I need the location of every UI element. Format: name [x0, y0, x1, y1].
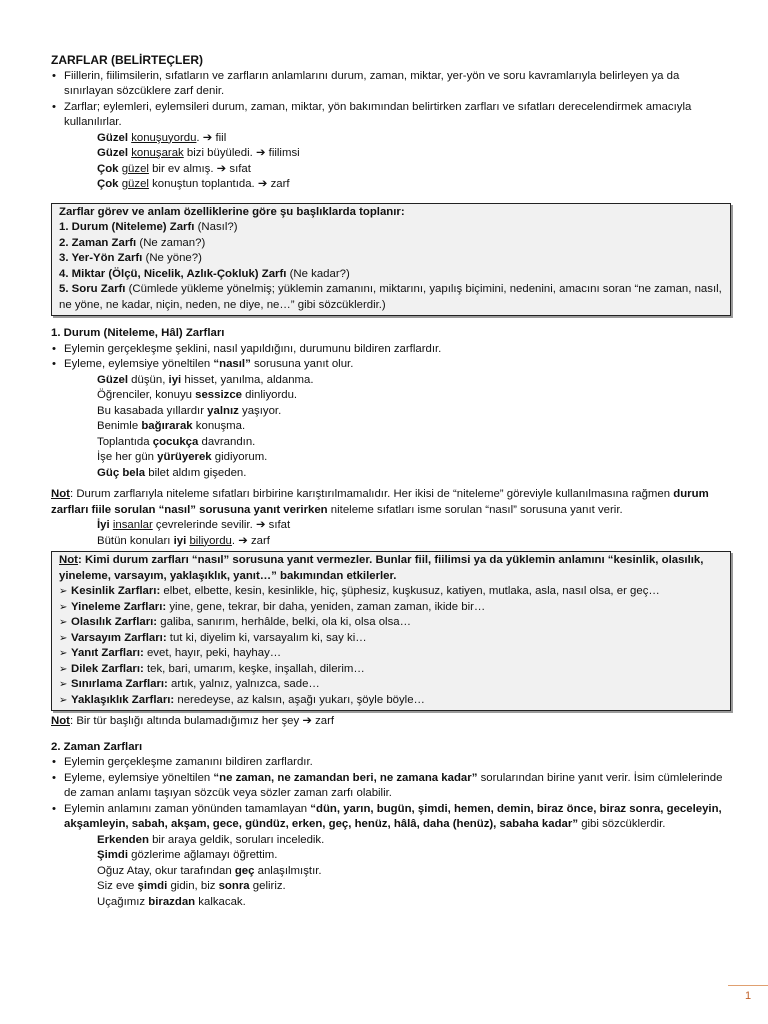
section-heading: 1. Durum (Niteleme, Hâl) Zarfları: [51, 327, 225, 339]
arrow-right-icon: ➔: [255, 147, 266, 159]
box-item: ➢ Olasılık Zarfları: galiba, sanırım, herhâlde, belki, ola ki, olsa olsa…: [59, 615, 723, 631]
section-bullet: • Eylemin gerçekleşme şeklini, nasıl yapıldığını, durumunu bildiren zarflardır.: [51, 342, 731, 358]
classification-box: [51, 203, 731, 317]
example-line: Uçağımız birazdan kalkacak.: [97, 895, 246, 908]
intro-bullet-1: • Fiillerin, fiilimsilerin, sıfatların ve zarfların anlamlarını durum, zaman, miktar, yer-yön ve soru kavramlarıyla belirleyen ya da sınırlayan sözcüklere zarf denir.: [51, 69, 731, 100]
adverb-types-box: [51, 551, 731, 711]
intro-bullet-2: • Zarflar; eylemleri, eylemsileri durum, zaman, miktar, yön bakımından belirtirken zarfları ve sıfatları derecelendirmek amacıyla kullanılırlar.: [51, 100, 731, 131]
example-line: Benimle bağırarak konuşma.: [97, 420, 246, 432]
box-item: ➢ Dilek Zarfları: tek, bari, umarım, keşke, inşallah, dilerim…: [59, 662, 723, 678]
box-item: ➢ Sınırlama Zarfları: artık, yalnız, yalnızca, sade…: [59, 677, 723, 693]
box-item: 5. Soru Zarfı (Cümlede yükleme yönelmiş; yüklemin zamanını, miktarını, yapılış biçimini, nedenini, amacını soran “ne zaman, nasıl, ne yöne, ne kadar, niçin, neden, ne diye, ne…” gibi sözcüklerdir.): [59, 283, 722, 311]
box-item: ➢ Yineleme Zarfları: yine, gene, tekrar, bir daha, yeniden, zaman zaman, ikide bir…: [59, 600, 723, 616]
page-number: 1: [745, 990, 752, 1002]
box-heading: Zarflar görev ve anlam özelliklerine göre şu başlıklarda toplanır:: [59, 205, 405, 218]
example-line: Öğrenciler, konuyu sessizce dinliyordu.: [97, 389, 298, 401]
note-paragraph: Not: Durum zarflarıyla niteleme sıfatları birbirine karıştırılmamalıdır. Her ikisi de “niteleme” göreviyle kullanılmasına rağmen durum zarfları fiile sorulan “nasıl” sorusuna yanıt verirken niteleme sıfatları isme sorulan “nasıl” sorusuna yanıt verir.: [51, 488, 709, 516]
page-title: ZARFLAR (BELİRTEÇLER): [51, 53, 203, 67]
box-item: 3. Yer-Yön Zarfı (Ne yöne?): [59, 252, 202, 264]
example-line: Bütün konuları iyi biliyordu. ➔ zarf: [97, 534, 270, 547]
arrow-right-icon: ➔: [216, 162, 227, 175]
arrow-right-icon: ➔: [238, 534, 248, 547]
box-item: ➢ Kesinlik Zarfları: elbet, elbette, kesin, kesinlikle, hiç, şüphesiz, kuşkusuz, katiyen, mutlaka, asla, nasıl olsa, er geç…: [59, 584, 723, 600]
example-line: Siz eve şimdi gidin, biz sonra geliriz.: [97, 880, 286, 892]
arrow-right-icon: ➔: [257, 178, 268, 190]
section1-examples: [51, 373, 731, 482]
box-heading: Not: Kimi durum zarfları “nasıl” sorusuna yanıt vermezler. Bunlar fiil, fiilimsi ya da yüklemin anlamını “kesinlik, olasılık, yineleme, varsayım, yaklaşıklık, yanıt…” bakımından etkilerler.: [59, 554, 704, 582]
example-line: Bu kasabada yıllardır yalnız yaşıyor.: [97, 404, 282, 417]
intro-example: Güzel konuşarak bizi büyüledi. ➔ fiilimsi: [97, 147, 300, 159]
intro-example: Çok güzel konuştun toplantıda. ➔ zarf: [97, 178, 290, 190]
box-item: 1. Durum (Niteleme) Zarfı (Nasıl?): [59, 221, 238, 233]
example-line: İşe her gün yürüyerek gidiyorum.: [97, 451, 268, 463]
section-bullet: • Eyleme, eylemsiye yöneltilen “nasıl” sorusuna yanıt olur.: [51, 357, 731, 373]
example-line: Güzel düşün, iyi hisset, yanılma, aldanma.: [97, 373, 314, 386]
example-line: Toplantıda çocukça davrandın.: [97, 435, 256, 448]
section-bullet: • Eylemin anlamını zaman yönünden tamamlayan “dün, yarın, bugün, şimdi, hemen, demin, biraz önce, biraz sonra, geceleyin, akşamleyin, sabah, akşam, gece, gündüz, erken, geç, henüz, hâlâ, daha (henüz), sabaha kadar” gibi sözcüklerdir.: [51, 802, 731, 833]
example-line: Şimdi gözlerime ağlamayı öğrettim.: [97, 849, 278, 861]
example-line: İyi insanlar çevrelerinde sevilir. ➔ sıfat: [97, 519, 291, 531]
box-item: ➢ Varsayım Zarfları: tut ki, diyelim ki, varsayalım ki, say ki…: [59, 631, 723, 647]
section-bullet: • Eylemin gerçekleşme zamanını bildiren zarflardır.: [51, 755, 731, 771]
box-item: ➢ Yaklaşıklık Zarfları: neredeyse, az kalsın, aşağı yukarı, şöyle böyle…: [59, 693, 723, 709]
box-item: 2. Zaman Zarfı (Ne zaman?): [59, 236, 206, 249]
example-line: Oğuz Atay, okur tarafından geç anlaşılmıştır.: [97, 864, 322, 877]
section2-examples: [51, 833, 731, 911]
section-bullet: • Eyleme, eylemsiye yöneltilen “ne zaman, ne zamandan beri, ne zamana kadar” sorularından birine yanıt verir. İsim cümlelerinde de zaman anlamı taşıyan sözcük veya sözler zaman zarfı olabilir.: [51, 771, 731, 802]
example-line: Erkenden bir araya geldik, soruları inceledik.: [97, 833, 325, 846]
example-line: Güç bela bilet aldım gişeden.: [97, 466, 247, 479]
box-item: ➢ Yanıt Zarfları: evet, hayır, peki, hayhay…: [59, 646, 723, 662]
footer-rule: [728, 985, 768, 986]
note-line: Not: Bir tür başlığı altında bulamadığımız her şey ➔ zarf: [51, 715, 335, 727]
document-page: [51, 53, 731, 910]
arrow-right-icon: ➔: [302, 715, 312, 727]
intro-examples: [51, 131, 731, 193]
arrow-right-icon: ➔: [255, 519, 266, 531]
section-heading: 2. Zaman Zarfları: [51, 740, 143, 753]
intro-example: Güzel konuşuyordu. ➔ fiil: [97, 131, 227, 144]
intro-example: Çok güzel bir ev almış. ➔ sıfat: [97, 162, 251, 175]
arrow-right-icon: ➔: [202, 131, 213, 144]
box-item: 4. Miktar (Ölçü, Nicelik, Azlık-Çokluk) Zarfı (Ne kadar?): [59, 267, 350, 280]
